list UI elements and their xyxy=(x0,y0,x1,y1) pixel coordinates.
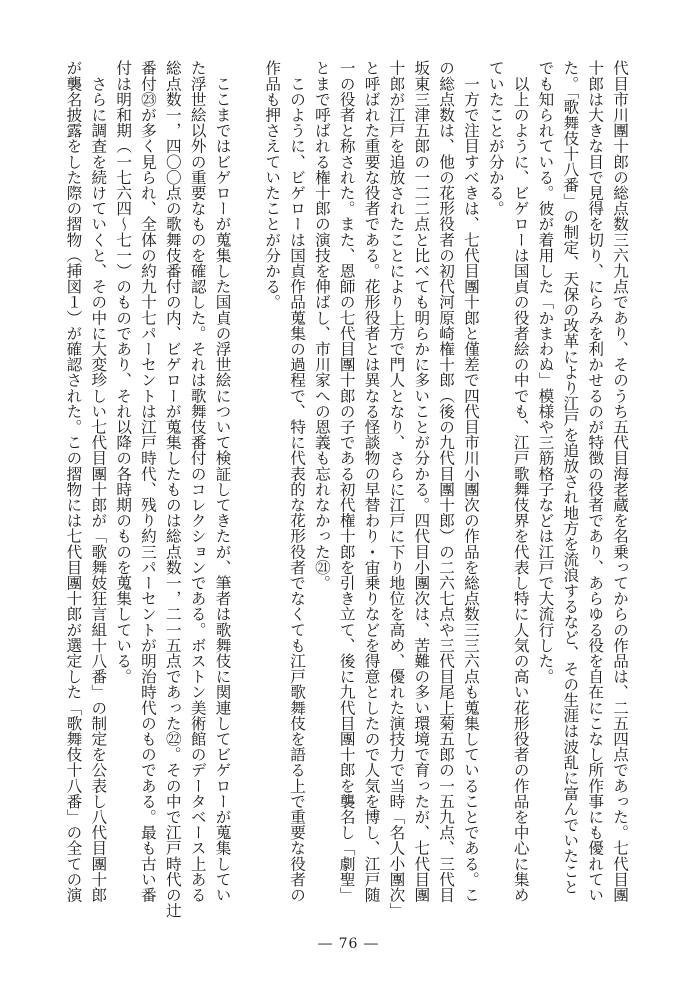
paragraph-danjuro-biography: 代目市川團十郎の総点数三六九点であり、そのうち五代目海老蔵を名乗ってからの作品は、二五四点であった。七代目團 十郎は大きな目で見得を切り、にらみを利かせるのが特徴の役者であり、あらゆる役を自在にこなし所作事にも優れてい た。「歌舞伎十八番」の制定、天保の改革により江戸を追放され地方を流浪するなど、その生涯は波乱に富んでいたこと でも知られている。彼が着用した「かまわぬ」模様や三筋格子などは江戸で大流行した。 xyxy=(536,60,629,903)
paragraph-conclusion: このように、ビゲローは国貞作品蒐集の過程で、特に代表的な花形役者でなくても江戸歌舞伎を語る上で重要な役者の 作品も押さえていたことが分かる。 xyxy=(263,60,307,903)
paragraph-kodanji: 一方で注目すべきは、七代目團十郎と僅差で四代目市川小團次の作品を総点数三三六点も蒐集していることである。こ の総点数は、他の花形役者の初代河原崎権十郎（後の九代目團十郎）の二六七点や三代目尾上菊五郎の一五九点、三代目 坂東三津五郎の一二二点と比べても明らかに多いことが分かる。四代目小團次は、苦難の多い環境で育ったが、七代目團 十郎が江戸を追放されたことにより上方で門人となり、さらに江戸に下り地位を高め、優れた演技力で当時「名人小團次」 と呼ばれた重要な役者である。花形役者とは異なる怪談物の早替わり・宙乗りなどを得意としたので人気を博し、江戸随 一の役者と称された。また、恩師の七代目團十郎の子である初代権十郎を引き立て、後に九代目團十郎を襲名し「劇聖」 とまで呼ばれる権十郎の演技を伸ばし、市川家への恩義も忘れなかった㉑。 xyxy=(312,60,480,918)
paragraph-surimono: さらに調査を続けていくと、その中に大変珍しい七代目團十郎が「歌舞妓狂言組十八番」の制定を公表し八代目團十郎 が襲名披露をした際の摺物（挿図１）が確認された。この摺物には七代目團十郎が選定した「歌舞伎十八番」の全ての演 xyxy=(64,60,108,903)
body-text xyxy=(64,60,632,930)
section-spacer xyxy=(235,60,260,930)
paragraph-summary-actors: 以上のように、ビゲローは国貞の役者絵の中でも、江戸歌舞伎界を代表し特に人気の高い花形役者の作品を中心に集め ていたことが分かる。 xyxy=(486,60,530,903)
page-number: ― 76 ― xyxy=(318,936,379,952)
paragraph-banzuke-collection: ここまではビゲローが蒐集した国貞の浮世絵について検証してきたが、筆者は歌舞伎に関連してビゲローが蒐集してい た浮世絵以外の重要なものを確認した。それは歌舞伎番付のコレクションである。ボストン美術館のデータベース上ある 総点数一，四〇〇点の歌舞伎番付の内、ビゲローが蒐集したものは総点数一，二一五点であった㉒。その中で江戸時代の辻 番付㉓が多く見られ、全体の約九十七パーセントは江戸時代、残り約三パーセントが明治時代のものである。最も古い番 付は明和期（一七六四～七一）のものであり、それ以降の各時期のものを蒐集している。 xyxy=(114,60,232,918)
